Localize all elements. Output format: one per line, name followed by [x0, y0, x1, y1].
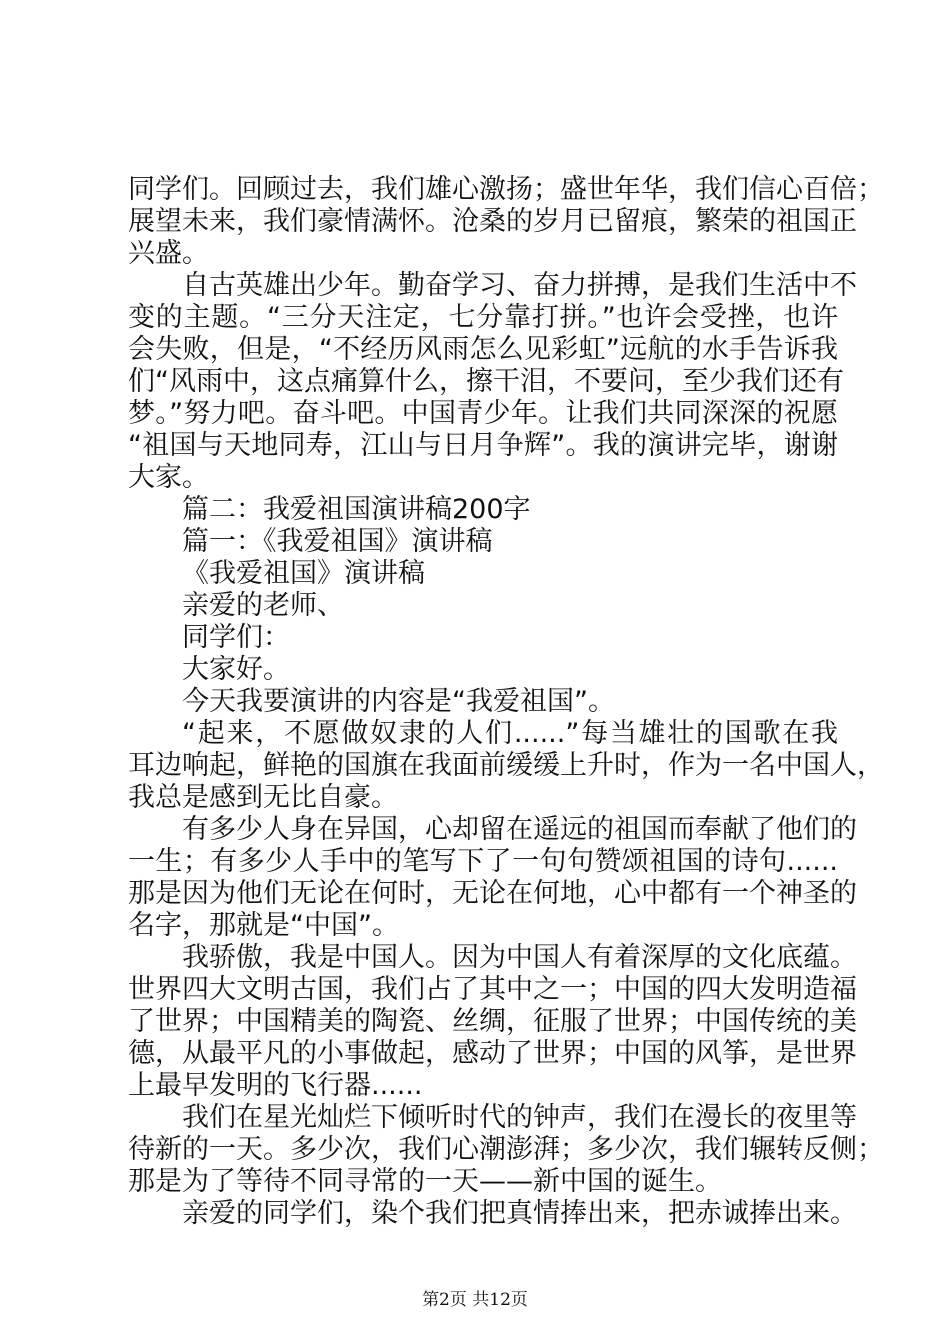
- text-line: 我总是感到无比自豪。: [128, 782, 398, 813]
- text-line: 上最早发明的飞行器......: [128, 1070, 423, 1101]
- paragraph-start-line: 我们在星光灿烂下倾听时代的钟声，我们在漫长的夜里等: [182, 1102, 857, 1133]
- paragraph-start-line: 亲爱的同学们，染个我们把真情捧出来，把赤诚捧出来。: [182, 1198, 857, 1229]
- text-line: 名字，那就是“中国”。: [128, 910, 399, 941]
- paragraph-start-line: 我骄傲，我是中国人。因为中国人有着深厚的文化底蕴。: [182, 942, 857, 973]
- text-line: 那是为了等待不同寻常的一天——新中国的诞生。: [128, 1166, 722, 1197]
- text-line: 那是因为他们无论在何时，无论在何地，心中都有一个神圣的: [128, 878, 857, 909]
- text-line: 耳边响起，鲜艳的国旗在我面前缓缓上升时，作为一名中国人，: [128, 750, 884, 781]
- salutation-line: 同学们：: [182, 622, 290, 653]
- text-line: “祖国与天地同寿，江山与日月争辉”。我的演讲完毕，谢谢: [128, 430, 838, 461]
- paragraph-start-line: 有多少人身在异国，心却留在遥远的祖国而奉献了他们的: [182, 814, 857, 845]
- paragraph-start-line: “起来，不愿做奴隶的人们......”每当雄壮的国歌在我: [182, 718, 838, 749]
- document-body: [128, 174, 884, 1230]
- paragraph-start-line: 今天我要演讲的内容是“我爱祖国”。: [182, 686, 615, 717]
- text-line: 一生；有多少人手中的笔写下了一句句赞颂祖国的诗句......: [128, 846, 838, 877]
- page-number-footer: 第2页 共12页: [422, 1290, 528, 1310]
- text-line: 了世界；中国精美的陶瓷、丝绸，征服了世界；中国传统的美: [128, 1006, 857, 1037]
- text-line: 梦。”努力吧。奋斗吧。中国青少年。让我们共同深深的祝愿: [128, 398, 838, 429]
- text-line: 们“风雨中，这点痛算什么，擦干泪，不要问，至少我们还有: [128, 366, 844, 397]
- text-line: 展望未来，我们豪情满怀。沧桑的岁月已留痕，繁荣的祖国正: [128, 206, 857, 237]
- text-line: 德，从最平凡的小事做起，感动了世界；中国的风筝，是世界: [128, 1038, 857, 1069]
- text-line: 同学们。回顾过去，我们雄心激扬；盛世年华，我们信心百倍；: [128, 174, 884, 205]
- text-line: 世界四大文明古国，我们占了其中之一；中国的四大发明造福: [128, 974, 857, 1005]
- text-line: 大家。: [128, 462, 209, 493]
- salutation-line: 亲爱的老师、: [182, 590, 344, 621]
- paragraph-start-line: 自古英雄出少年。勤奋学习、奋力拼搏，是我们生活中不: [182, 270, 857, 301]
- greeting-line: 大家好。: [182, 654, 290, 685]
- text-line: 兴盛。: [128, 238, 209, 269]
- section-heading: 篇二：我爱祖国演讲稿200字: [182, 494, 531, 525]
- text-line: 会失败，但是，“不经历风雨怎么见彩虹”远航的水手告诉我: [128, 334, 838, 365]
- section-heading: 篇一：《我爱祖国》演讲稿: [182, 526, 493, 557]
- text-line: 变的主题。“三分天注定，七分靠打拼。”也许会受挫，也许: [128, 302, 838, 333]
- text-line: 待新的一天。多少次，我们心潮澎湃；多少次，我们辗转反侧；: [128, 1134, 884, 1165]
- speech-title: 《我爱祖国》演讲稿: [182, 558, 425, 589]
